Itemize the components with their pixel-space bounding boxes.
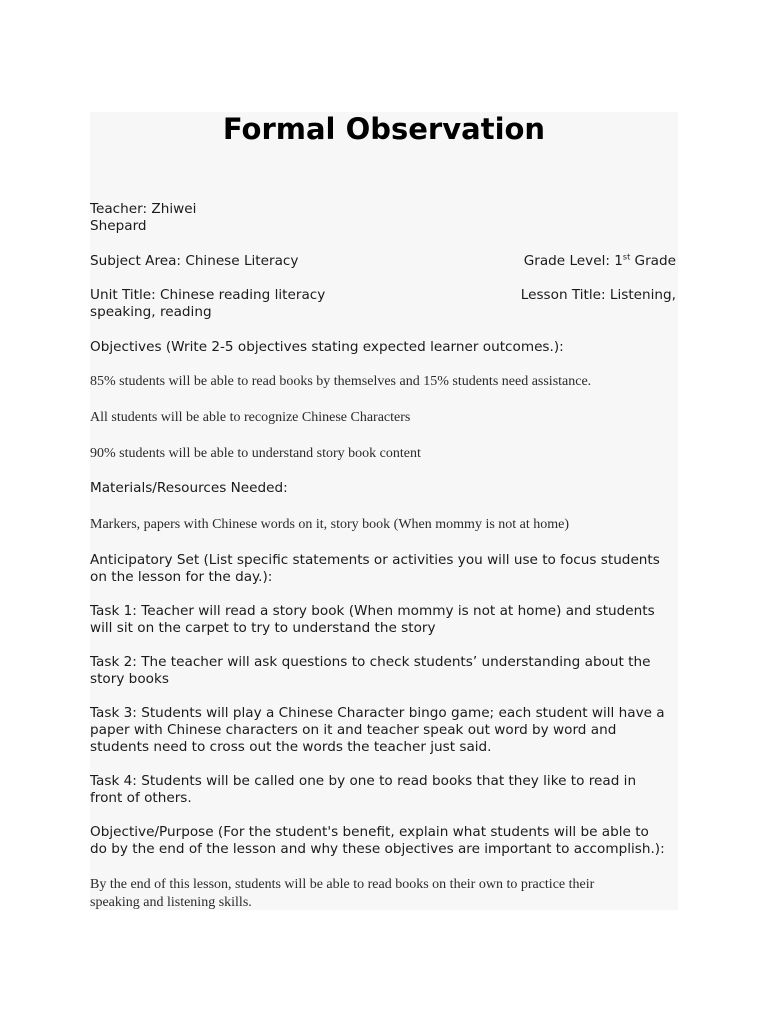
anticipatory-heading-cont: on the lesson for the day.):: [90, 569, 273, 585]
objective-item: All students will be able to recognize Chinese Characters: [90, 410, 411, 425]
task-item: Task 2: The teacher will ask questions to check students’ understanding about the: [90, 654, 651, 670]
objective-item: 90% students will be able to understand story book content: [90, 446, 421, 461]
task-item: Task 1: Teacher will read a story book (When mommy is not at home) and students: [90, 603, 655, 619]
lesson-title-continued: speaking, reading: [90, 304, 212, 320]
grade-level-suffix: Grade: [630, 253, 676, 269]
materials-heading: Materials/Resources Needed:: [90, 480, 288, 496]
materials-list: Markers, papers with Chinese words on it, story book (When mommy is not at home): [90, 517, 570, 532]
subject-area: Subject Area: Chinese Literacy: [90, 253, 299, 269]
page-title: Formal Observation: [222, 112, 546, 146]
task-item-cont: students need to cross out the words the teacher just said.: [90, 739, 492, 755]
grade-level-prefix: Grade Level: 1: [523, 253, 623, 269]
objective-item: 85% students will be able to read books by themselves and 15% students need assistance.: [90, 374, 592, 389]
purpose-answer: By the end of this lesson, students will be able to read books on their own to practice their: [90, 877, 595, 892]
task-item-cont: will sit on the carpet to try to understand the story: [90, 620, 436, 636]
task-item-cont: front of others.: [90, 790, 192, 806]
anticipatory-heading: Anticipatory Set (List specific statements or activities you will use to focus students: [90, 552, 660, 568]
grade-level-superscript: st: [622, 252, 631, 262]
unit-title: Unit Title: Chinese reading literacy: [90, 287, 326, 303]
purpose-heading: Objective/Purpose (For the student's benefit, explain what students will be able to: [90, 824, 649, 840]
task-item-cont: paper with Chinese characters on it and teacher speak out word by word and: [90, 722, 617, 738]
purpose-answer-cont: speaking and listening skills.: [90, 895, 252, 910]
task-item: Task 3: Students will play a Chinese Character bingo game; each student will have a: [90, 705, 665, 721]
task-item: Task 4: Students will be called one by one to read books that they like to read in: [90, 773, 637, 789]
purpose-heading-cont: do by the end of the lesson and why these objectives are important to accomplish.):: [90, 841, 665, 857]
task-item-cont: story books: [90, 671, 169, 687]
lesson-title: Lesson Title: Listening,: [520, 287, 676, 303]
objectives-heading: Objectives (Write 2-5 objectives stating expected learner outcomes.):: [90, 339, 564, 355]
teacher-name: Shepard: [90, 218, 147, 234]
teacher-label: Teacher: Zhiwei: [90, 201, 197, 217]
grade-level: [524, 253, 676, 270]
